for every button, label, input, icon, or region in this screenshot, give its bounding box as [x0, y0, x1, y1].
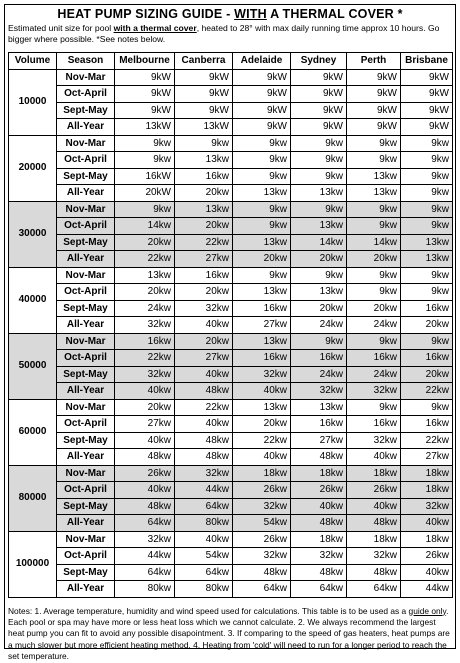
season-cell: All-Year — [57, 251, 115, 268]
table-row — [9, 515, 453, 532]
value-cell: 64kw — [291, 581, 347, 598]
value-cell: 64kw — [233, 581, 291, 598]
value-cell: 32kw — [233, 548, 291, 565]
season-cell: All-Year — [57, 449, 115, 466]
notes-text — [5, 606, 455, 663]
value-cell: 40kw — [347, 449, 401, 466]
value-cell: 9kW — [347, 69, 401, 86]
value-cell: 9kw — [291, 168, 347, 185]
value-cell: 18kw — [401, 465, 453, 482]
season-cell: All-Year — [57, 515, 115, 532]
value-cell: 40kw — [175, 531, 233, 548]
value-cell: 9kw — [233, 152, 291, 169]
value-cell: 20kw — [115, 399, 175, 416]
value-cell: 9kw — [291, 135, 347, 152]
value-cell: 32kw — [233, 366, 291, 383]
value-cell: 9kW — [233, 86, 291, 103]
value-cell: 26kw — [401, 548, 453, 565]
value-cell: 13kw — [115, 267, 175, 284]
intro-post: , heated to 28° with max daily running time approx 10 hours. Go bigger where possible. *See notes below. — [8, 23, 440, 44]
value-cell: 18kw — [401, 482, 453, 499]
value-cell: 44kw — [115, 548, 175, 565]
value-cell: 20kw — [175, 284, 233, 301]
season-cell: Sept-May — [57, 498, 115, 515]
value-cell: 27kw — [233, 317, 291, 334]
value-cell: 22kw — [115, 251, 175, 268]
value-cell: 48kw — [175, 383, 233, 400]
season-cell: Sept-May — [57, 564, 115, 581]
value-cell: 20kw — [115, 234, 175, 251]
value-cell: 14kw — [115, 218, 175, 235]
value-cell: 9kW — [115, 86, 175, 103]
value-cell: 40kw — [175, 317, 233, 334]
column-header-melbourne: Melbourne — [115, 53, 175, 70]
season-cell: Oct-April — [57, 218, 115, 235]
value-cell: 26kw — [291, 482, 347, 499]
value-cell: 44kw — [401, 581, 453, 598]
value-cell: 9kW — [175, 102, 233, 119]
value-cell: 13kw — [291, 284, 347, 301]
value-cell: 13kw — [347, 185, 401, 202]
table-body — [9, 69, 453, 597]
value-cell: 32kw — [115, 317, 175, 334]
season-cell: Oct-April — [57, 482, 115, 499]
season-cell: Sept-May — [57, 432, 115, 449]
value-cell: 18kw — [233, 465, 291, 482]
value-cell: 9kW — [401, 119, 453, 136]
value-cell: 16kw — [175, 168, 233, 185]
sizing-table — [8, 52, 453, 598]
value-cell: 9kW — [347, 86, 401, 103]
value-cell: 9kw — [401, 152, 453, 169]
value-cell: 9kW — [233, 119, 291, 136]
value-cell: 48kw — [115, 449, 175, 466]
season-cell: Nov-Mar — [57, 399, 115, 416]
column-header-season: Season — [57, 53, 115, 70]
value-cell: 9kW — [175, 86, 233, 103]
table-row — [9, 234, 453, 251]
value-cell: 27kw — [175, 251, 233, 268]
value-cell: 13kW — [115, 119, 175, 136]
table-row — [9, 267, 453, 284]
value-cell: 9kw — [401, 135, 453, 152]
value-cell: 9kw — [347, 284, 401, 301]
value-cell: 32kw — [347, 548, 401, 565]
value-cell: 16kw — [401, 350, 453, 367]
volume-cell: 30000 — [9, 201, 57, 267]
value-cell: 48kw — [115, 498, 175, 515]
page-title — [5, 7, 455, 22]
value-cell: 48kw — [347, 515, 401, 532]
season-cell: Nov-Mar — [57, 465, 115, 482]
value-cell: 48kw — [347, 564, 401, 581]
season-cell: Nov-Mar — [57, 333, 115, 350]
season-cell: Nov-Mar — [57, 267, 115, 284]
value-cell: 40kw — [175, 416, 233, 433]
season-cell: All-Year — [57, 119, 115, 136]
value-cell: 16kw — [291, 350, 347, 367]
table-row — [9, 498, 453, 515]
value-cell: 18kw — [347, 531, 401, 548]
title-suffix: A THERMAL COVER * — [266, 7, 403, 21]
table-row — [9, 564, 453, 581]
value-cell: 26kw — [233, 531, 291, 548]
table-row — [9, 300, 453, 317]
table-row — [9, 317, 453, 334]
value-cell: 26kw — [347, 482, 401, 499]
value-cell: 64kw — [115, 564, 175, 581]
table-row — [9, 383, 453, 400]
season-cell: Sept-May — [57, 102, 115, 119]
value-cell: 13kW — [175, 119, 233, 136]
value-cell: 20kw — [347, 251, 401, 268]
value-cell: 48kw — [291, 449, 347, 466]
column-header-sydney: Sydney — [291, 53, 347, 70]
season-cell: Nov-Mar — [57, 69, 115, 86]
value-cell: 32kw — [175, 300, 233, 317]
value-cell: 22kw — [115, 350, 175, 367]
value-cell: 13kw — [291, 218, 347, 235]
value-cell: 20kw — [175, 333, 233, 350]
value-cell: 26kw — [233, 482, 291, 499]
value-cell: 64kw — [175, 564, 233, 581]
value-cell: 9kW — [401, 86, 453, 103]
notes-part-2: . Each pool or spa may have more or less heat loss which we cannot calculate. 2. We always recommend the largest heat pump you can fit to avoid any possible disapointment. 3. If comparing to the speed of gas heaters, heat pumps are a much slower but more efficient heating method. 4. Heating from 'cold' will need to run for a longer period to reach the set temperature. — [8, 605, 450, 662]
value-cell: 13kw — [233, 333, 291, 350]
value-cell: 9kw — [401, 168, 453, 185]
season-cell: Sept-May — [57, 234, 115, 251]
volume-cell: 60000 — [9, 399, 57, 465]
volume-cell: 50000 — [9, 333, 57, 399]
value-cell: 9kw — [401, 267, 453, 284]
volume-cell: 20000 — [9, 135, 57, 201]
intro-text — [5, 23, 455, 45]
season-cell: Nov-Mar — [57, 531, 115, 548]
table-row — [9, 218, 453, 235]
table-row — [9, 284, 453, 301]
table-row — [9, 135, 453, 152]
intro-emphasis: with a thermal cover — [113, 23, 197, 33]
value-cell: 9kw — [401, 185, 453, 202]
value-cell: 13kw — [291, 185, 347, 202]
value-cell: 16kw — [291, 416, 347, 433]
column-header-canberra: Canberra — [175, 53, 233, 70]
value-cell: 9kw — [175, 135, 233, 152]
season-cell: All-Year — [57, 317, 115, 334]
column-header-adelaide: Adelaide — [233, 53, 291, 70]
season-cell: Oct-April — [57, 548, 115, 565]
value-cell: 32kw — [115, 366, 175, 383]
table-row — [9, 86, 453, 103]
value-cell: 32kw — [233, 498, 291, 515]
table-row — [9, 482, 453, 499]
value-cell: 16kw — [115, 333, 175, 350]
value-cell: 9kw — [233, 135, 291, 152]
table-row — [9, 333, 453, 350]
table-row — [9, 152, 453, 169]
value-cell: 13kw — [175, 152, 233, 169]
season-cell: All-Year — [57, 383, 115, 400]
value-cell: 9kw — [291, 267, 347, 284]
value-cell: 32kw — [347, 432, 401, 449]
value-cell: 24kw — [291, 366, 347, 383]
value-cell: 9kW — [401, 69, 453, 86]
value-cell: 9kw — [233, 267, 291, 284]
season-cell: Sept-May — [57, 300, 115, 317]
value-cell: 16kw — [233, 300, 291, 317]
value-cell: 13kw — [175, 201, 233, 218]
value-cell: 32kw — [401, 498, 453, 515]
value-cell: 9kw — [401, 399, 453, 416]
title-emphasis: WITH — [234, 7, 267, 21]
table-row — [9, 548, 453, 565]
value-cell: 22kw — [233, 432, 291, 449]
value-cell: 9kw — [401, 284, 453, 301]
value-cell: 16kw — [401, 416, 453, 433]
value-cell: 22kw — [401, 383, 453, 400]
value-cell: 9kw — [291, 152, 347, 169]
value-cell: 9kw — [233, 201, 291, 218]
value-cell: 40kw — [175, 366, 233, 383]
value-cell: 9kw — [115, 135, 175, 152]
value-cell: 80kw — [115, 581, 175, 598]
value-cell: 9kW — [233, 69, 291, 86]
table-row — [9, 119, 453, 136]
value-cell: 20kW — [115, 185, 175, 202]
value-cell: 24kw — [115, 300, 175, 317]
value-cell: 32kw — [291, 383, 347, 400]
value-cell: 16kw — [401, 300, 453, 317]
season-cell: Oct-April — [57, 416, 115, 433]
value-cell: 48kw — [291, 515, 347, 532]
value-cell: 40kw — [233, 449, 291, 466]
table-row — [9, 185, 453, 202]
value-cell: 80kw — [175, 581, 233, 598]
value-cell: 54kw — [233, 515, 291, 532]
value-cell: 9kW — [291, 102, 347, 119]
value-cell: 48kw — [175, 449, 233, 466]
value-cell: 22kw — [175, 399, 233, 416]
value-cell: 16kW — [115, 168, 175, 185]
table-row — [9, 465, 453, 482]
value-cell: 9kw — [401, 201, 453, 218]
sizing-guide-page — [4, 4, 456, 662]
value-cell: 40kw — [115, 432, 175, 449]
value-cell: 40kw — [401, 515, 453, 532]
value-cell: 26kw — [115, 465, 175, 482]
value-cell: 20kw — [115, 284, 175, 301]
table-row — [9, 168, 453, 185]
value-cell: 9kw — [401, 218, 453, 235]
value-cell: 9kw — [347, 152, 401, 169]
value-cell: 64kw — [347, 581, 401, 598]
value-cell: 48kw — [175, 432, 233, 449]
value-cell: 64kw — [115, 515, 175, 532]
value-cell: 20kw — [291, 251, 347, 268]
value-cell: 13kw — [401, 234, 453, 251]
season-cell: Oct-April — [57, 86, 115, 103]
value-cell: 9kw — [291, 333, 347, 350]
season-cell: Nov-Mar — [57, 201, 115, 218]
value-cell: 9kw — [115, 152, 175, 169]
value-cell: 40kw — [115, 482, 175, 499]
value-cell: 40kw — [291, 498, 347, 515]
value-cell: 9kW — [347, 102, 401, 119]
value-cell: 9kW — [233, 102, 291, 119]
value-cell: 24kw — [291, 317, 347, 334]
value-cell: 20kw — [175, 185, 233, 202]
value-cell: 14kw — [291, 234, 347, 251]
value-cell: 27kw — [115, 416, 175, 433]
table-row — [9, 449, 453, 466]
value-cell: 9kw — [347, 333, 401, 350]
column-header-volume: Volume — [9, 53, 57, 70]
value-cell: 9kW — [291, 69, 347, 86]
value-cell: 40kw — [401, 564, 453, 581]
table-row — [9, 399, 453, 416]
value-cell: 80kw — [175, 515, 233, 532]
value-cell: 22kw — [175, 234, 233, 251]
table-row — [9, 366, 453, 383]
column-header-brisbane: Brisbane — [401, 53, 453, 70]
value-cell: 9kw — [291, 201, 347, 218]
volume-cell: 80000 — [9, 465, 57, 531]
title-prefix: HEAT PUMP SIZING GUIDE - — [57, 7, 235, 21]
value-cell: 13kw — [347, 168, 401, 185]
value-cell: 32kw — [115, 531, 175, 548]
value-cell: 9kw — [347, 399, 401, 416]
value-cell: 27kw — [401, 449, 453, 466]
value-cell: 20kw — [175, 218, 233, 235]
value-cell: 32kw — [347, 383, 401, 400]
value-cell: 9kW — [115, 69, 175, 86]
value-cell: 9kw — [233, 168, 291, 185]
value-cell: 13kw — [233, 399, 291, 416]
value-cell: 20kw — [291, 300, 347, 317]
volume-cell: 10000 — [9, 69, 57, 135]
table-row — [9, 416, 453, 433]
value-cell: 9kw — [347, 135, 401, 152]
value-cell: 18kw — [347, 465, 401, 482]
value-cell: 18kw — [401, 531, 453, 548]
value-cell: 9kW — [175, 69, 233, 86]
season-cell: Oct-April — [57, 152, 115, 169]
table-row — [9, 581, 453, 598]
table-row — [9, 102, 453, 119]
value-cell: 32kw — [291, 548, 347, 565]
value-cell: 9kW — [291, 119, 347, 136]
value-cell: 9kW — [401, 102, 453, 119]
value-cell: 9kw — [347, 201, 401, 218]
value-cell: 13kw — [291, 399, 347, 416]
value-cell: 24kw — [347, 317, 401, 334]
value-cell: 48kw — [291, 564, 347, 581]
value-cell: 18kw — [291, 465, 347, 482]
value-cell: 24kw — [347, 366, 401, 383]
value-cell: 16kw — [347, 416, 401, 433]
season-cell: Oct-April — [57, 284, 115, 301]
value-cell: 48kw — [233, 564, 291, 581]
column-header-perth: Perth — [347, 53, 401, 70]
value-cell: 14kw — [347, 234, 401, 251]
value-cell: 64kw — [175, 498, 233, 515]
volume-cell: 40000 — [9, 267, 57, 333]
value-cell: 9kW — [115, 102, 175, 119]
value-cell: 40kw — [233, 383, 291, 400]
notes-underlined: guide only — [408, 605, 447, 616]
season-cell: Nov-Mar — [57, 135, 115, 152]
season-cell: Sept-May — [57, 168, 115, 185]
notes-part-1: Notes: 1. Average temperature, humidity and wind speed used for calculations. This table is to be used as a — [8, 605, 409, 616]
value-cell: 16kw — [233, 350, 291, 367]
value-cell: 20kw — [401, 317, 453, 334]
table-row — [9, 69, 453, 86]
value-cell: 20kw — [233, 251, 291, 268]
value-cell: 9kw — [115, 201, 175, 218]
table-row — [9, 251, 453, 268]
value-cell: 13kw — [401, 251, 453, 268]
value-cell: 40kw — [115, 383, 175, 400]
value-cell: 13kw — [233, 284, 291, 301]
value-cell: 9kw — [347, 218, 401, 235]
season-cell: All-Year — [57, 581, 115, 598]
value-cell: 20kw — [233, 416, 291, 433]
intro-pre: Estimated unit size for pool — [8, 23, 114, 33]
value-cell: 16kw — [347, 350, 401, 367]
value-cell: 40kw — [347, 498, 401, 515]
value-cell: 27kw — [175, 350, 233, 367]
value-cell: 18kw — [291, 531, 347, 548]
value-cell: 20kw — [347, 300, 401, 317]
value-cell: 44kw — [175, 482, 233, 499]
season-cell: All-Year — [57, 185, 115, 202]
value-cell: 54kw — [175, 548, 233, 565]
volume-cell: 100000 — [9, 531, 57, 597]
value-cell: 22kw — [401, 432, 453, 449]
season-cell: Oct-April — [57, 350, 115, 367]
value-cell: 20kw — [401, 366, 453, 383]
season-cell: Sept-May — [57, 366, 115, 383]
table-row — [9, 201, 453, 218]
value-cell: 9kw — [347, 267, 401, 284]
table-row — [9, 432, 453, 449]
table-row — [9, 531, 453, 548]
table-row — [9, 350, 453, 367]
value-cell: 9kW — [291, 86, 347, 103]
value-cell: 16kw — [175, 267, 233, 284]
value-cell: 13kw — [233, 234, 291, 251]
value-cell: 27kw — [291, 432, 347, 449]
value-cell: 13kw — [233, 185, 291, 202]
value-cell: 32kw — [175, 465, 233, 482]
table-header-row — [9, 53, 453, 70]
value-cell: 9kw — [233, 218, 291, 235]
value-cell: 9kw — [401, 333, 453, 350]
value-cell: 9kW — [347, 119, 401, 136]
